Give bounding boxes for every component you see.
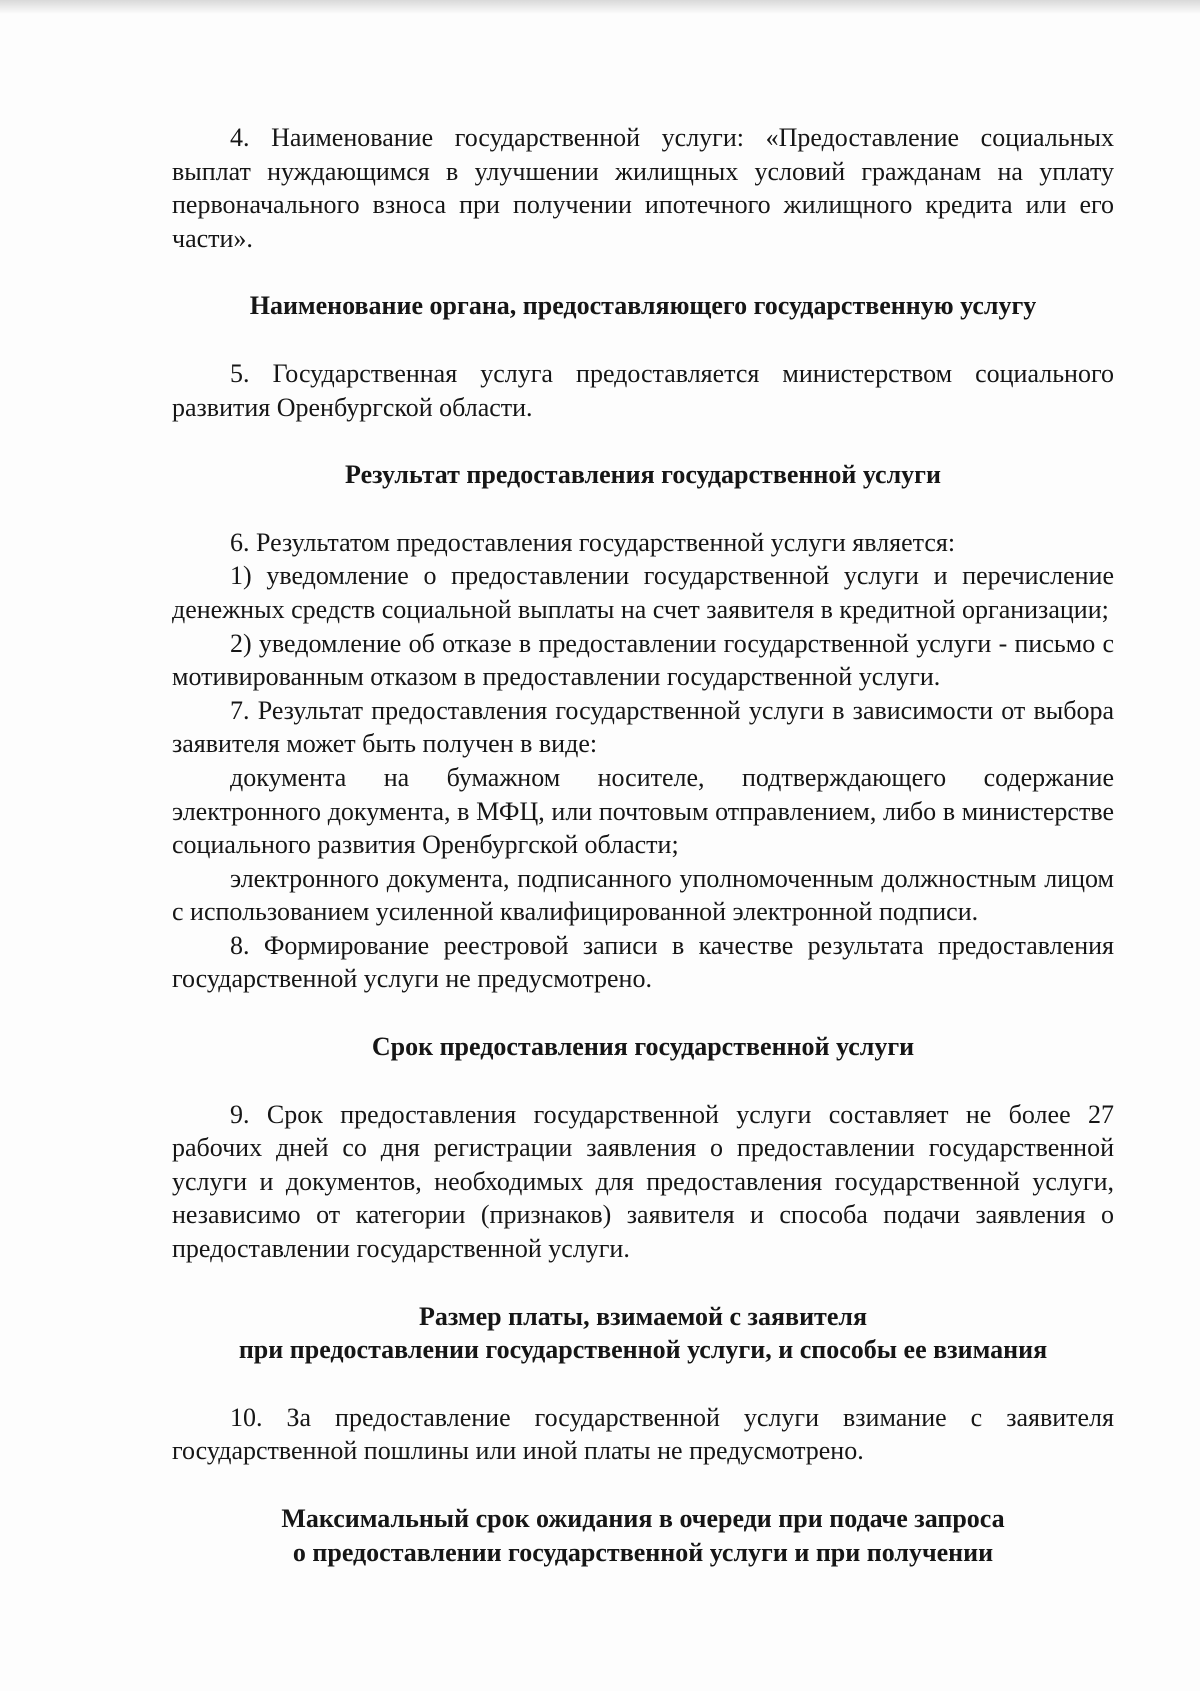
heading-fee-line-1: Размер платы, взимаемой с заявителя xyxy=(418,1301,868,1331)
heading-result: Результат предоставления государственной услуги xyxy=(345,460,941,490)
heading-fee-line-2: при предоставлении государственной услуги, и способы ее взимания xyxy=(238,1335,1048,1365)
paragraph-7-item-a: документа на бумажном носителе, подтверждающего содержание электронного документа, в МФЦ, или почтовым отправлением, либо в министерстве социального развития Оренбургской области; xyxy=(172,762,1114,860)
heading-term: Срок предоставления государственной услуги xyxy=(371,1032,915,1062)
heading-queue-line-2: о предоставлении государственной услуги и при получении xyxy=(292,1537,994,1567)
paragraph-8: 8. Формирование реестровой записи в качестве результата предоставления государственной услуги не предусмотрено. xyxy=(172,930,1114,994)
scan-edge-shadow xyxy=(0,0,1200,14)
paragraph-7: 7. Результат предоставления государственной услуги в зависимости от выбора заявителя может быть получен в виде: xyxy=(172,695,1114,759)
paragraph-4: 4. Наименование государственной услуги: «Предоставление социальных выплат нуждающимся в улучшении жилищных условий гражданам на уплату первоначального взноса при получении ипотечного жилищного кредита или его части». xyxy=(172,123,1114,253)
paragraph-9: 9. Срок предоставления государственной услуги составляет не более 27 рабочих дней со дня регистрации заявления о предоставлении государственной услуги и документов, необходимых для предоставления государственной услуги, независимо от категории (признаков) заявителя и способа подачи заявления о предоставлении государственной услуги. xyxy=(172,1099,1114,1264)
paragraph-7-item-b: электронного документа, подписанного уполномоченным должностным лицом с использованием усиленной квалифицированной электронной подписи. xyxy=(172,863,1114,927)
heading-fee xyxy=(172,1300,1114,1367)
heading-queue-line-1: Максимальный срок ожидания в очереди при подаче запроса xyxy=(281,1504,1005,1533)
heading-organ: Наименование органа, предоставляющего государственную услугу xyxy=(249,291,1037,321)
paragraph-5: 5. Государственная услуга предоставляется министерством социального развития Оренбургской области. xyxy=(172,358,1114,422)
paragraph-10: 10. За предоставление государственной услуги взимание с заявителя государственной пошлины или иной платы не предусмотрено. xyxy=(172,1402,1114,1466)
heading-queue xyxy=(172,1502,1114,1569)
paragraph-6: 6. Результатом предоставления государственной услуги является: xyxy=(230,527,956,557)
paragraph-6-item-2: 2) уведомление об отказе в предоставлении государственной услуги - письмо с мотивированным отказом в предоставлении государственной услуги. xyxy=(172,628,1114,692)
paragraph-6-item-1: 1) уведомление о предоставлении государственной услуги и перечисление денежных средств социальной выплаты на счет заявителя в кредитной организации; xyxy=(172,561,1114,624)
